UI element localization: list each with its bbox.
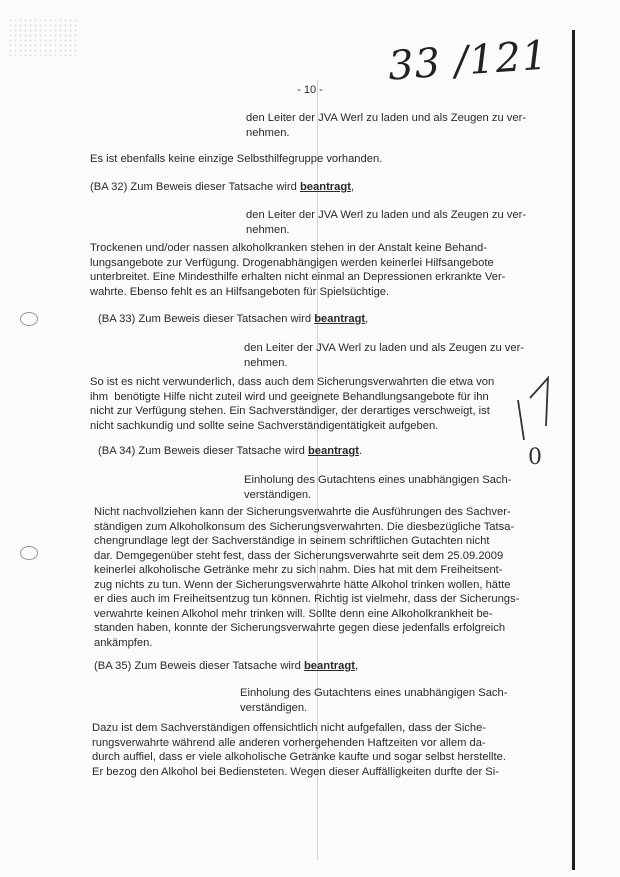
paragraph-prior-detention: Dazu ist dem Sachverständigen offensichtlich nicht aufgefallen, dass der Siche- rungsverwahrte während alle anderen vorhergehenden Haftzeiten vor allem da- durch auffiel, dass er viele alkoholische Getränke kaufte und sogar selbst herstellte. Er bezog den Alkohol bei Bediensteten. Wegen dieser Auffälligkeiten durfte der Si-	[92, 722, 506, 778]
paragraph-treatment: Trockenen und/oder nassen alkoholkranken stehen in der Anstalt keine Behand- lungsangebote zur Verfügung. Drogenabhängigen werden keinerlei Hilfsangebote unterbreitet. Eine Mindesthilfe erhalten nicht einmal an Depressionen erkrankte Ver- wahrte. Ebenso fehlt es an Hilfsangeboten für Spielsüchtige.	[90, 242, 506, 298]
evidence-request-ba34: (BA 34) Zum Beweis dieser Tatsache wird beantragt.	[98, 445, 363, 457]
handwritten-note: 33 /121	[386, 32, 550, 90]
paragraph-no-self-help: Es ist ebenfalls keine einzige Selbsthilfegruppe vorhanden.	[90, 153, 383, 165]
paragraph-expert-report-2: Einholung des Gutachtens eines unabhängigen Sach- verständigen.	[240, 687, 508, 714]
evidence-request-ba33: (BA 33) Zum Beweis dieser Tatsachen wird beantragt,	[98, 313, 369, 325]
evidence-request-ba35: (BA 35) Zum Beweis dieser Tatsache wird beantragt,	[94, 660, 359, 672]
punch-hole-mark	[20, 546, 38, 560]
punch-hole-mark	[20, 312, 38, 326]
paragraph-witness-1: den Leiter der JVA Werl zu laden und als Zeugen zu ver- nehmen.	[246, 112, 527, 139]
margin-check-mark	[506, 370, 566, 470]
margin-mark-text: 0	[528, 445, 542, 470]
page-number: - 10 -	[297, 84, 323, 96]
paragraph-witness-2: den Leiter der JVA Werl zu laden und als Zeugen zu ver- nehmen.	[246, 209, 527, 236]
emphasis-beantragt: beantragt	[299, 181, 351, 193]
margin-rule	[572, 30, 575, 870]
paragraph-alcohol: Nicht nachvollziehen kann der Sicherungsverwahrte die Ausführungen des Sachver- ständigen zum Alkoholkonsum des Sicherungsverwahrten. Die diesbezügliche Tatsa- chengrundlage legt der Sachverständige in seinem schriftlichen Gutachten nicht dar. Demgegenüber steht fest, dass der Sicherungsverwahrte seit dem 25.09.2009 keinerlei alkoholische Getränke mehr zu sich nahm. Dies hat mit dem Freiheitsent- zug nichts zu tun. Wenn der Sicherungsverwahrte hätte Alkohol trinken wollen, hätte er dies auch im Freiheitsentzug tun können. Richtig ist vielmehr, dass der Sicherungs- verwahrte keinen Alkohol mehr trinken will. Sollte denn eine Alkoholkrankheit be- standen haben, konnte der Sicherungsverwahrte gegen diese jedenfalls erfolgreich ankämpfen.	[94, 506, 520, 649]
paragraph-expert-report-1: Einholung des Gutachtens eines unabhängigen Sach- verständigen.	[244, 474, 512, 501]
emphasis-beantragt: beantragt	[303, 660, 355, 672]
emphasis-beantragt: beantragt	[307, 445, 359, 457]
paragraph-witness-3: den Leiter der JVA Werl zu laden und als Zeugen zu ver- nehmen.	[244, 342, 525, 369]
paragraph-expert-silence: So ist es nicht verwunderlich, dass auch dem Sicherungsverwahrten die etwa von ihm benötigte Hilfe nicht zuteil wird und geeignete Behandlungsangebote für ihn nicht zur Verfügung stehen. Ein Sachverständiger, der derartiges verschweigt, ist nicht sachkundig und sollte seine Sachverständigentätigkeit aufgeben.	[90, 376, 495, 432]
emphasis-beantragt: beantragt	[314, 313, 366, 325]
evidence-request-ba32: (BA 32) Zum Beweis dieser Tatsache wird beantragt,	[90, 181, 355, 193]
scan-speckle	[8, 18, 78, 58]
